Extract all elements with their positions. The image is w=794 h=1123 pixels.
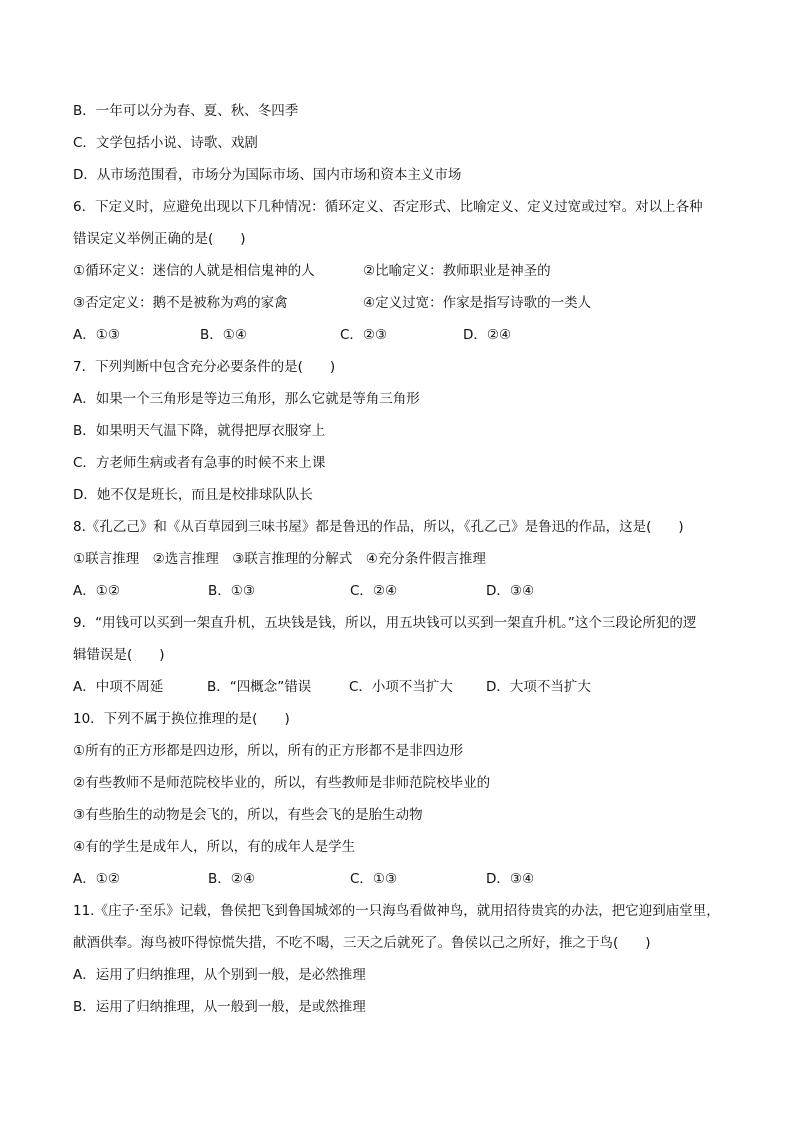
question-8-option-c: C．②④ — [350, 583, 398, 599]
question-6-item-3: ③否定定义：鹅不是被称为鸡的家禽 — [73, 295, 288, 311]
question-10-options — [73, 869, 535, 889]
question-6-items-row1 — [73, 261, 551, 281]
question-7-stem: 7．下列判断中包含充分必要条件的是( ) — [73, 359, 336, 375]
question-8-option-a: A．①② — [73, 583, 120, 599]
question-8-option-b: B．①③ — [208, 583, 255, 599]
question-9-option-a: A．中项不周延 — [73, 679, 164, 695]
question-7-option-c: C．方老师生病或者有急事的时候不来上课 — [73, 455, 326, 471]
question-6-options — [73, 325, 512, 345]
question-11-option-a: A．运用了归纳推理，从个别到一般，是必然推理 — [73, 967, 366, 983]
question-10-item-2: ②有些教师不是师范院校毕业的，所以，有些教师是非师范院校毕业的 — [73, 775, 491, 791]
option-b-seasons: B．一年可以分为春、夏、秋、冬四季 — [73, 103, 299, 119]
question-10-item-1: ①所有的正方形都是四边形，所以，所有的正方形都不是非四边形 — [73, 743, 464, 759]
question-6-items-row2 — [73, 293, 592, 313]
question-7-option-a: A．如果一个三角形是等边三角形，那么它就是等角三角形 — [73, 391, 420, 407]
question-6-item-1: ①循环定义：迷信的人就是相信鬼神的人 — [73, 263, 315, 279]
question-6-option-d: D．②④ — [463, 327, 512, 343]
option-c-literature: C．文学包括小说、诗歌、戏剧 — [73, 135, 258, 151]
question-11-stem-line1: 11.《庄子·至乐》记载，鲁侯把飞到鲁国城郊的一只海鸟看做神鸟，就用招待贵宾的办法，把它迎到庙堂里， — [73, 903, 720, 919]
question-9-option-b: B．“四概念”错误 — [207, 679, 312, 695]
question-9-option-d: D．大项不当扩大 — [486, 679, 591, 695]
question-10-option-a: A．①② — [73, 871, 120, 887]
question-9-options — [73, 677, 591, 697]
question-6-item-2: ②比喻定义：教师职业是神圣的 — [363, 263, 551, 279]
question-6-stem-line1: 6．下定义时，应避免出现以下几种情况：循环定义、否定形式、比喻定义、定义过宽或过窄。对以上各种 — [73, 199, 703, 215]
question-6-item-4: ④定义过宽：作家是指写诗歌的一类人 — [363, 295, 592, 311]
question-10-item-4: ④有的学生是成年人，所以，有的成年人是学生 — [73, 839, 356, 855]
question-6-option-b: B．①④ — [200, 327, 247, 343]
question-8-option-d: D．③④ — [486, 583, 535, 599]
question-11-stem-line2: 献酒供奉。海鸟被吓得惊慌失措，不吃不喝，三天之后就死了。鲁侯以己之所好，推之于鸟( ) — [73, 935, 651, 951]
question-8-stem: 8.《孔乙己》和《从百草园到三味书屋》都是鲁迅的作品，所以，《孔乙己》是鲁迅的作品，这是( ) — [73, 519, 684, 535]
question-10-stem: 10．下列不属于换位推理的是( ) — [73, 711, 290, 727]
question-9-stem-line1: 9．“用钱可以买到一架直升机，五块钱是钱，所以，用五块钱可以买到一架直升机。”这个三段论所犯的逻 — [73, 615, 697, 631]
question-6-option-a: A．①③ — [73, 327, 120, 343]
question-9-option-c: C．小项不当扩大 — [349, 679, 453, 695]
question-10-item-3: ③有些胎生的动物是会飞的，所以，有些会飞的是胎生动物 — [73, 807, 423, 823]
question-6-option-c: C．②③ — [340, 327, 388, 343]
question-7-option-b: B．如果明天气温下降，就得把厚衣服穿上 — [73, 423, 326, 439]
question-10-option-d: D．③④ — [486, 871, 535, 887]
question-11-option-b: B．运用了归纳推理，从一般到一般，是或然推理 — [73, 999, 366, 1015]
question-7-option-d: D．她不仅是班长，而且是校排球队队长 — [73, 487, 313, 503]
question-6-stem-line2: 错误定义举例正确的是( ) — [73, 231, 246, 247]
question-10-option-c: C．①③ — [350, 871, 398, 887]
question-8-items: ①联言推理 ②选言推理 ③联言推理的分解式 ④充分条件假言推理 — [73, 551, 486, 567]
question-8-options — [73, 581, 535, 601]
question-9-stem-line2: 辑错误是( ) — [73, 647, 165, 663]
option-d-market: D．从市场范围看，市场分为国际市场、国内市场和资本主义市场 — [73, 167, 462, 183]
question-10-option-b: B．②④ — [208, 871, 255, 887]
